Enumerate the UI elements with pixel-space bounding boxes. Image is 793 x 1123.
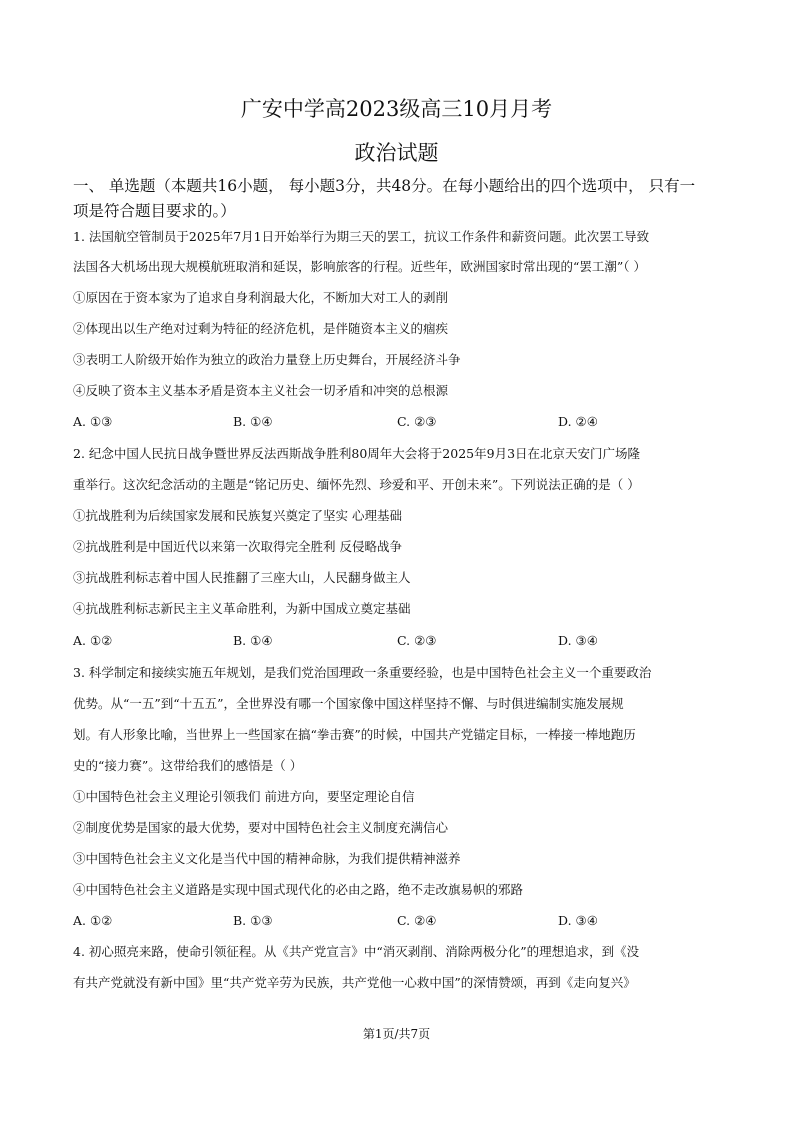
option-c[interactable]: C. ②③ xyxy=(397,414,437,429)
option-c[interactable]: C. ②③ xyxy=(397,633,437,648)
statement: ②制度优势是国家的最大优势，要对中国特色社会主义制度充满信心 xyxy=(73,820,449,835)
section-heading-line1: 一、 单选题（本题共16小题， 每小题3分，共48分。在每小题给出的四个选项中， 只有一 xyxy=(73,177,696,195)
option-c[interactable]: C. ②④ xyxy=(397,913,437,928)
statement: ④反映了资本主义基本矛盾是资本主义社会一切矛盾和冲突的总根源 xyxy=(73,383,449,398)
statement: ②体现出以生产绝对过剩为特征的经济危机，是伴随资本主义的痼疾 xyxy=(73,321,449,336)
question-stem-line: 3. 科学制定和接续实施五年规划，是我们党治国理政一条重要经验，也是中国特色社会主义一个重要政治 xyxy=(73,665,652,680)
statement: ①中国特色社会主义理论引领我们 前进方向，要坚定理论自信 xyxy=(73,789,415,804)
page-number: 第1页/共7页 xyxy=(362,1027,431,1041)
statement: ③中国特色社会主义文化是当代中国的精神命脉，为我们提供精神滋养 xyxy=(73,851,461,866)
option-b[interactable]: B. ①④ xyxy=(233,633,273,648)
question-stem-line: 重举行。这次纪念活动的主题是“铭记历史、缅怀先烈、珍爱和平、开创未来”。下列说法正确的是（ ） xyxy=(73,477,640,492)
option-a[interactable]: A. ①② xyxy=(73,633,113,648)
option-b[interactable]: B. ①④ xyxy=(233,414,273,429)
option-d[interactable]: D. ③④ xyxy=(558,913,598,928)
question-stem-line: 法国各大机场出现大规模航班取消和延误，影响旅客的行程。近些年，欧洲国家时常出现的“罢工潮”（ ） xyxy=(73,259,647,274)
question-stem-line: 4. 初心照亮来路，使命引领征程。从《共产党宣言》中“消灭剥削、消除两极分化”的理想追求，到《没 xyxy=(73,944,640,959)
question-stem-line: 1. 法国航空管制员于2025年7月1日开始举行为期三天的罢工，抗议工作条件和薪资问题。此次罢工导致 xyxy=(73,229,650,244)
question-stem-line: 划。有人形象比喻，当世界上一些国家在搞“拳击赛”的时候，中国共产党锚定目标，一棒接一棒地跑历 xyxy=(73,727,636,742)
statement: ②抗战胜利是中国近代以来第一次取得完全胜利 反侵略战争 xyxy=(73,539,402,554)
option-a[interactable]: A. ①③ xyxy=(73,414,113,429)
statement: ③抗战胜利标志着中国人民推翻了三座大山，人民翻身做主人 xyxy=(73,570,411,585)
option-b[interactable]: B. ①③ xyxy=(233,913,273,928)
statement: ④中国特色社会主义道路是实现中国式现代化的必由之路，绝不走改旗易帜的邪路 xyxy=(73,882,524,897)
option-d[interactable]: D. ②④ xyxy=(558,414,598,429)
statement: ①抗战胜利为后续国家发展和民族复兴奠定了坚实 心理基础 xyxy=(73,508,402,523)
exam-subtitle: 政治试题 xyxy=(354,141,439,165)
question-stem-line: 史的“接力赛”。这带给我们的感悟是（ ） xyxy=(73,758,303,773)
statement: ③表明工人阶级开始作为独立的政治力量登上历史舞台，开展经济斗争 xyxy=(73,352,461,367)
question-stem-line: 2. 纪念中国人民抗日战争暨世界反法西斯战争胜利80周年大会将于2025年9月3日在北京天安门广场隆 xyxy=(73,446,641,461)
statement: ④抗战胜利标志新民主主义革命胜利，为新中国成立奠定基础 xyxy=(73,601,411,616)
option-d[interactable]: D. ③④ xyxy=(558,633,598,648)
section-heading-line2: 项是符合题目要求的。） xyxy=(73,202,236,220)
exam-title: 广安中学高2023级高三10月月考 xyxy=(240,97,553,121)
option-a[interactable]: A. ①② xyxy=(73,913,113,928)
question-stem-line: 优势。从“一五”到“十五五”，全世界没有哪一个国家像中国这样坚持不懈、与时俱进编制实施发展规 xyxy=(73,696,624,711)
statement: ①原因在于资本家为了追求自身利润最大化，不断加大对工人的剥削 xyxy=(73,290,449,305)
question-stem-line: 有共产党就没有新中国》里“共产党辛劳为民族，共产党他一心救中国”的深情赞颂，再到《走向复兴》 xyxy=(73,975,636,990)
